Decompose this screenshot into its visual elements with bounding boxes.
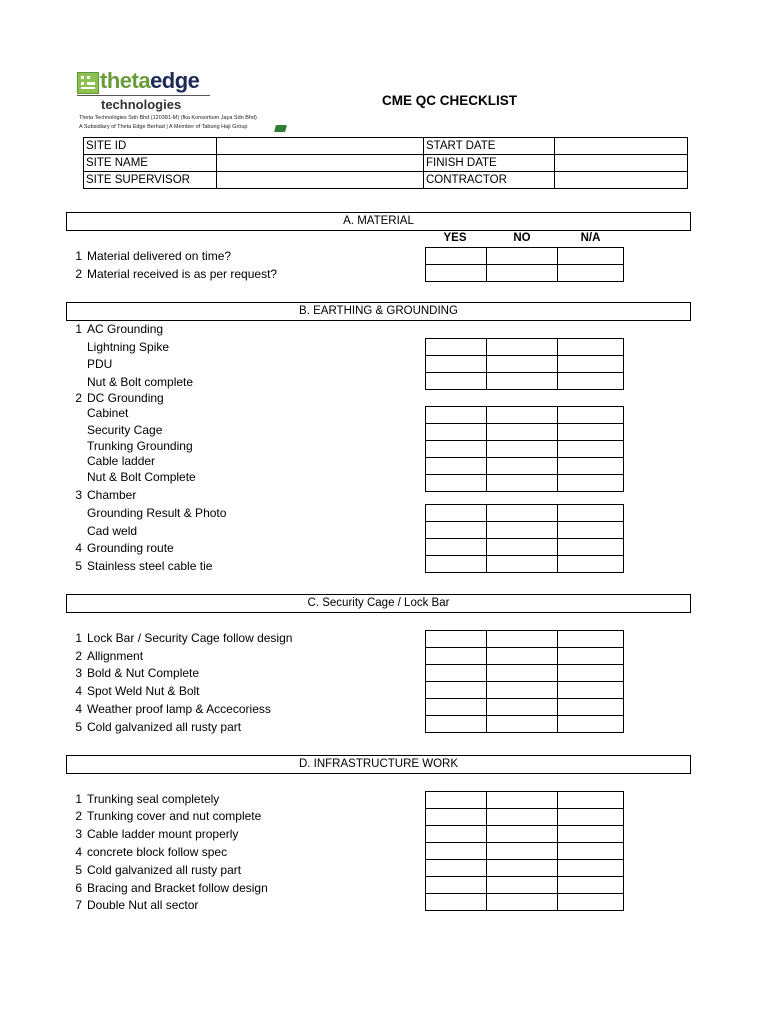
page-title: CME QC CHECKLIST — [382, 93, 517, 108]
yes-cell[interactable] — [426, 682, 487, 699]
site-info-table — [83, 137, 688, 189]
yes-cell[interactable] — [426, 826, 487, 843]
no-cell[interactable] — [487, 894, 558, 911]
na-cell[interactable] — [558, 877, 624, 894]
item-number: 3 — [75, 827, 82, 841]
na-cell[interactable] — [558, 682, 624, 699]
section-b-header: B. EARTHING & GROUNDING — [66, 302, 691, 321]
item-label: Trunking cover and nut complete — [87, 809, 262, 823]
start-date-field[interactable] — [555, 138, 688, 155]
na-cell[interactable] — [558, 792, 624, 809]
contractor-field[interactable] — [555, 172, 688, 189]
no-cell[interactable] — [487, 505, 558, 522]
item-number: 2 — [75, 809, 82, 823]
item-number: 4 — [75, 845, 82, 859]
logo-divider — [77, 95, 210, 96]
no-cell[interactable] — [487, 809, 558, 826]
no-cell[interactable] — [487, 522, 558, 539]
section-b-check-grid-2 — [425, 406, 624, 492]
na-cell[interactable] — [558, 475, 624, 492]
item-label: Stainless steel cable tie — [87, 559, 213, 573]
item-number: 5 — [75, 559, 82, 573]
item-label: concrete block follow spec — [87, 845, 228, 859]
section-d-check-grid — [425, 791, 624, 911]
item-number: 2 — [75, 267, 82, 281]
site-id-field[interactable] — [217, 138, 424, 155]
item-label: Cold galvanized all rusty part — [87, 720, 242, 734]
na-cell[interactable] — [558, 894, 624, 911]
no-cell[interactable] — [487, 458, 558, 475]
item-label: Allignment — [87, 649, 144, 663]
na-cell[interactable] — [558, 699, 624, 716]
item-number: 3 — [75, 666, 82, 680]
no-cell[interactable] — [487, 826, 558, 843]
yes-cell[interactable] — [426, 265, 487, 282]
na-cell[interactable] — [558, 339, 624, 356]
item-label: Lightning Spike — [87, 340, 170, 354]
no-cell[interactable] — [487, 843, 558, 860]
item-label: Chamber — [87, 488, 137, 502]
yes-cell[interactable] — [426, 699, 487, 716]
item-label: Material delivered on time? — [87, 249, 232, 263]
section-c-header: C. Security Cage / Lock Bar — [66, 594, 691, 613]
item-number: 4 — [75, 684, 82, 698]
company-registration: Theta Technologies Sdn Bhd (120381-M) (fka Konsortium Jaya Sdn Bhd) — [79, 115, 257, 121]
column-no-header: NO — [513, 232, 531, 244]
item-label: Cad weld — [87, 524, 138, 538]
na-cell[interactable] — [558, 505, 624, 522]
na-cell[interactable] — [558, 441, 624, 458]
item-label: Security Cage — [87, 423, 163, 437]
item-label: Bracing and Bracket follow design — [87, 881, 268, 895]
section-a-check-grid — [425, 247, 624, 282]
section-b-check-grid-3 — [425, 504, 624, 573]
na-cell[interactable] — [558, 809, 624, 826]
no-cell[interactable] — [487, 339, 558, 356]
item-number: 1 — [75, 249, 82, 263]
site-name-field[interactable] — [217, 155, 424, 172]
item-label: Cable ladder mount properly — [87, 827, 239, 841]
na-cell[interactable] — [558, 843, 624, 860]
site-id-label: SITE ID — [84, 138, 217, 155]
yes-cell[interactable] — [426, 458, 487, 475]
no-cell[interactable] — [487, 407, 558, 424]
item-label: Cable ladder — [87, 454, 156, 468]
yes-cell[interactable] — [426, 843, 487, 860]
yes-cell[interactable] — [426, 894, 487, 911]
no-cell[interactable] — [487, 539, 558, 556]
na-cell[interactable] — [558, 522, 624, 539]
item-number: 3 — [75, 488, 82, 502]
item-label: Trunking seal completely — [87, 792, 220, 806]
item-label: Weather proof lamp & Accecoriess — [87, 702, 271, 716]
no-cell[interactable] — [487, 356, 558, 373]
na-cell[interactable] — [558, 458, 624, 475]
na-cell[interactable] — [558, 356, 624, 373]
na-cell[interactable] — [558, 716, 624, 733]
finish-date-field[interactable] — [555, 155, 688, 172]
site-supervisor-field[interactable] — [217, 172, 424, 189]
yes-cell[interactable] — [426, 539, 487, 556]
na-cell[interactable] — [558, 373, 624, 390]
contractor-label: CONTRACTOR — [424, 172, 555, 189]
finish-date-label: FINISH DATE — [424, 155, 555, 172]
no-cell[interactable] — [487, 556, 558, 573]
yes-cell[interactable] — [426, 339, 487, 356]
item-label: PDU — [87, 357, 113, 371]
na-cell[interactable] — [558, 665, 624, 682]
item-label: Bold & Nut Complete — [87, 666, 200, 680]
no-cell[interactable] — [487, 373, 558, 390]
item-label: Nut & Bolt complete — [87, 375, 194, 389]
company-subsidiary: A Subsidiary of Theta Edge Berhad | A Member of Tabung Haji Group — [79, 124, 248, 130]
site-supervisor-label: SITE SUPERVISOR — [84, 172, 217, 189]
start-date-label: START DATE — [424, 138, 555, 155]
yes-cell[interactable] — [426, 356, 487, 373]
item-label: Grounding Result & Photo — [87, 506, 227, 520]
no-cell[interactable] — [487, 475, 558, 492]
no-cell[interactable] — [487, 716, 558, 733]
item-label: Cold galvanized all rusty part — [87, 863, 242, 877]
yes-cell[interactable] — [426, 792, 487, 809]
item-number: 6 — [75, 881, 82, 895]
item-label: Spot Weld Nut & Bolt — [87, 684, 200, 698]
na-cell[interactable] — [558, 265, 624, 282]
column-na-header: N/A — [580, 232, 601, 244]
no-cell[interactable] — [487, 424, 558, 441]
yes-cell[interactable] — [426, 248, 487, 265]
item-label: DC Grounding — [87, 391, 164, 405]
yes-cell[interactable] — [426, 475, 487, 492]
item-number: 1 — [75, 792, 82, 806]
company-logo — [77, 68, 297, 134]
group-flag-icon — [274, 125, 287, 132]
yes-cell[interactable] — [426, 441, 487, 458]
item-number: 5 — [75, 863, 82, 877]
yes-cell[interactable] — [426, 522, 487, 539]
item-label: Material received is as per request? — [87, 267, 278, 281]
yes-cell[interactable] — [426, 424, 487, 441]
item-label: Cabinet — [87, 406, 129, 420]
yes-cell[interactable] — [426, 716, 487, 733]
item-number: 2 — [75, 391, 82, 405]
item-number: 5 — [75, 720, 82, 734]
yes-cell[interactable] — [426, 648, 487, 665]
no-cell[interactable] — [487, 248, 558, 265]
yes-cell[interactable] — [426, 373, 487, 390]
item-label: Lock Bar / Security Cage follow design — [87, 631, 293, 645]
na-cell[interactable] — [558, 407, 624, 424]
na-cell[interactable] — [558, 556, 624, 573]
na-cell[interactable] — [558, 648, 624, 665]
site-name-label: SITE NAME — [84, 155, 217, 172]
logo-subtitle: technologies — [101, 97, 182, 112]
yes-cell[interactable] — [426, 877, 487, 894]
item-number: 4 — [75, 541, 82, 555]
section-b-check-grid-1 — [425, 338, 624, 390]
no-cell[interactable] — [487, 265, 558, 282]
na-cell[interactable] — [558, 424, 624, 441]
item-number: 1 — [75, 322, 82, 336]
no-cell[interactable] — [487, 631, 558, 648]
column-yes-header: YES — [443, 232, 467, 244]
item-number: 2 — [75, 649, 82, 663]
no-cell[interactable] — [487, 648, 558, 665]
na-cell[interactable] — [558, 826, 624, 843]
yes-cell[interactable] — [426, 665, 487, 682]
section-d-header: D. INFRASTRUCTURE WORK — [66, 755, 691, 774]
na-cell[interactable] — [558, 860, 624, 877]
yes-cell[interactable] — [426, 860, 487, 877]
no-cell[interactable] — [487, 441, 558, 458]
section-a-header: A. MATERIAL — [66, 212, 691, 231]
item-number: 1 — [75, 631, 82, 645]
item-label: Nut & Bolt Complete — [87, 470, 196, 484]
no-cell[interactable] — [487, 792, 558, 809]
yes-cell[interactable] — [426, 809, 487, 826]
item-label: Trunking Grounding — [87, 439, 193, 453]
item-number: 4 — [75, 702, 82, 716]
logo-chip-icon — [77, 72, 99, 94]
yes-cell[interactable] — [426, 556, 487, 573]
item-number: 7 — [75, 898, 82, 912]
no-cell[interactable] — [487, 699, 558, 716]
logo-wordmark: thetaedge — [100, 68, 200, 93]
no-cell[interactable] — [487, 665, 558, 682]
no-cell[interactable] — [487, 682, 558, 699]
item-label: AC Grounding — [87, 322, 164, 336]
no-cell[interactable] — [487, 877, 558, 894]
item-label: Double Nut all sector — [87, 898, 199, 912]
na-cell[interactable] — [558, 631, 624, 648]
yes-cell[interactable] — [426, 505, 487, 522]
no-cell[interactable] — [487, 860, 558, 877]
section-c-check-grid — [425, 630, 624, 733]
na-cell[interactable] — [558, 248, 624, 265]
item-label: Grounding route — [87, 541, 174, 555]
yes-cell[interactable] — [426, 631, 487, 648]
na-cell[interactable] — [558, 539, 624, 556]
yes-cell[interactable] — [426, 407, 487, 424]
